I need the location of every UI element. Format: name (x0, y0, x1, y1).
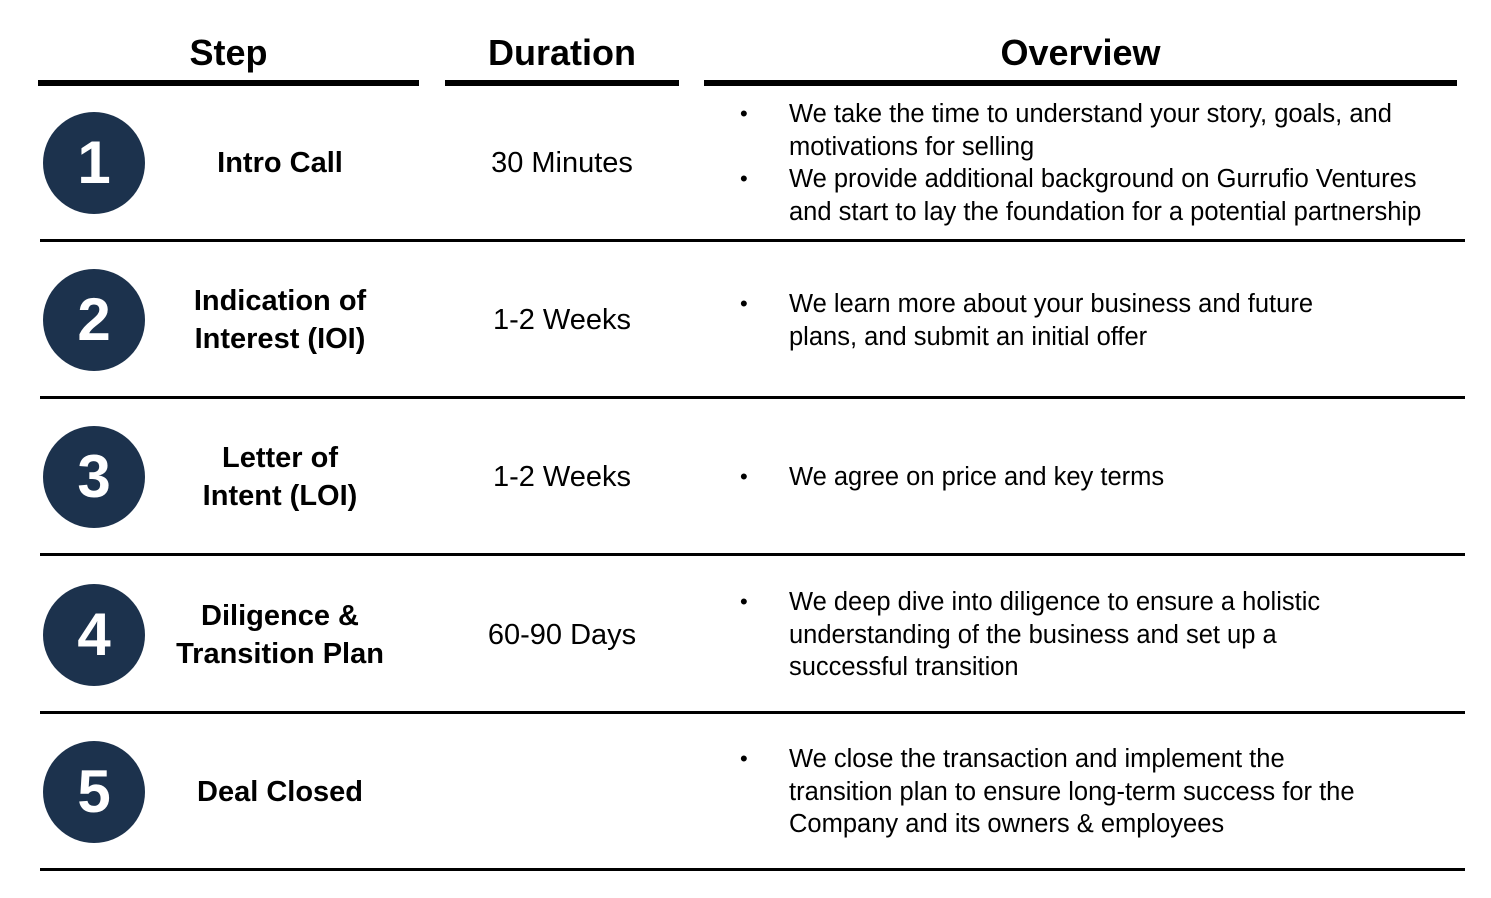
row-divider (40, 868, 1465, 871)
bullet-icon: • (740, 291, 748, 316)
overview-bullet (740, 586, 1480, 684)
step-overview-list (740, 288, 1480, 353)
step-duration: 1-2 Weeks (492, 303, 632, 336)
process-row-loi (0, 426, 1491, 583)
step-overview-list (740, 586, 1480, 684)
step-number-badge: 4 (43, 584, 145, 686)
step-name: Diligence & Transition Plan (176, 600, 384, 670)
process-row-ioi (0, 269, 1491, 426)
step-overview-list (740, 461, 1480, 494)
overview-text: We deep dive into diligence to ensure a holistic understanding of the business and set up a successful transition (789, 588, 1321, 681)
row-divider (40, 396, 1465, 399)
overview-column-header: Overview (1000, 32, 1161, 73)
step-number-badge: 2 (43, 269, 145, 371)
overview-text: We take the time to understand your story, goals, and motivations for selling (789, 100, 1392, 161)
step-name: Letter of Intent (LOI) (202, 442, 358, 512)
duration-column-header: Duration (488, 32, 636, 73)
bullet-icon: • (740, 101, 748, 126)
overview-bullet (740, 163, 1480, 228)
overview-bullet (740, 288, 1480, 353)
step-header-rule (38, 80, 419, 86)
overview-bullet (740, 461, 1480, 494)
bullet-icon: • (740, 589, 748, 614)
step-name: Deal Closed (197, 776, 363, 808)
process-row-intro-call (0, 100, 1491, 269)
step-column-header: Step (189, 32, 268, 73)
overview-header-rule (704, 80, 1457, 86)
overview-text: We close the transaction and implement the transition plan to ensure long-term success for the Company and its owners & employees (789, 745, 1355, 838)
row-divider (40, 711, 1465, 714)
bullet-icon: • (740, 166, 748, 191)
step-number-badge: 3 (43, 426, 145, 528)
overview-bullet (740, 743, 1480, 841)
step-overview-list (740, 743, 1480, 841)
step-number-badge: 5 (43, 741, 145, 843)
step-duration (445, 741, 679, 843)
overview-text: We agree on price and key terms (789, 463, 1165, 491)
step-name: Intro Call (217, 147, 343, 179)
step-number-badge: 1 (43, 112, 145, 214)
step-duration: 1-2 Weeks (492, 460, 632, 493)
step-overview-list (740, 98, 1480, 228)
bullet-icon: • (740, 464, 748, 489)
process-row-diligence (0, 584, 1491, 741)
row-divider (40, 553, 1465, 556)
overview-text: We provide additional background on Gurrufio Ventures and start to lay the foundation for a potential partnership (789, 165, 1422, 226)
overview-text: We learn more about your business and future plans, and submit an initial offer (789, 290, 1313, 351)
process-row-deal-closed (0, 741, 1491, 898)
step-duration: 30 Minutes (491, 146, 633, 179)
bullet-icon: • (740, 746, 748, 771)
step-name: Indication of Interest (IOI) (193, 285, 367, 355)
duration-header-rule (445, 80, 679, 86)
row-divider (40, 239, 1465, 242)
overview-bullet (740, 98, 1480, 163)
step-duration: 60-90 Days (487, 618, 637, 651)
